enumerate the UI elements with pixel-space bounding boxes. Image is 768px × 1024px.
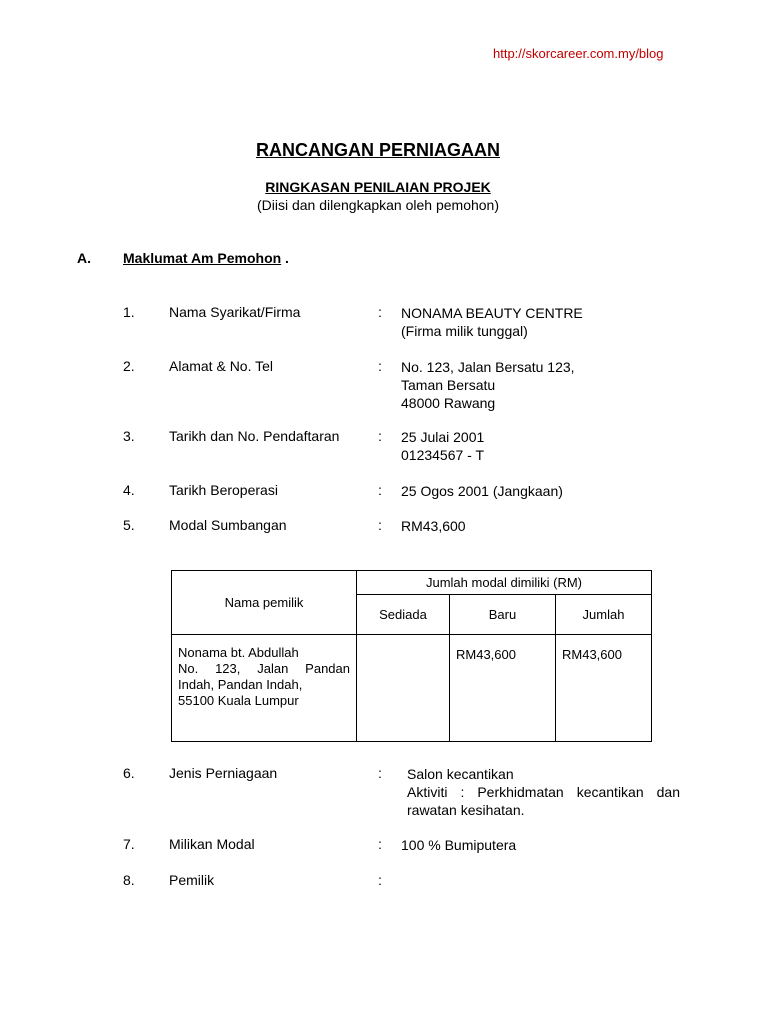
- owner-cell: [172, 635, 357, 742]
- item-6-value-line: Aktiviti : Perkhidmatan kecantikan dan rawatan kesihatan.: [407, 784, 680, 818]
- item-4-value: [401, 482, 563, 500]
- item-6-colon: :: [378, 765, 382, 781]
- item-5-value: [401, 517, 466, 535]
- item-6-label: Jenis Perniagaan: [169, 765, 278, 781]
- item-3-number: 3.: [123, 428, 135, 444]
- owners-table: [171, 570, 652, 742]
- owners-col-baru: Baru: [450, 595, 556, 635]
- item-1-label: Nama Syarikat/Firma: [169, 304, 301, 320]
- owners-table-header-row: [172, 571, 652, 595]
- item-2-value-line: Taman Bersatu: [401, 377, 496, 393]
- owners-col-name: Nama pemilik: [172, 571, 357, 635]
- owner-sediada-cell: [357, 635, 450, 742]
- item-2-label: Alamat & No. Tel: [169, 358, 274, 374]
- item-3-label: Tarikh dan No. Pendaftaran: [169, 428, 340, 444]
- header-url[interactable]: http://skorcareer.com.my/blog: [493, 46, 664, 61]
- owners-col-jumlah: Jumlah: [556, 595, 652, 635]
- item-6-number: 6.: [123, 765, 135, 781]
- section-letter: A.: [77, 250, 91, 266]
- owner-jumlah-cell: RM43,600: [556, 635, 652, 742]
- section-title: [123, 250, 289, 266]
- document-title: RANCANGAN PERNIAGAAN: [255, 140, 500, 160]
- item-1-value-line: (Firma milik tunggal): [401, 323, 528, 339]
- owners-col-group: Jumlah modal dimiliki (RM): [357, 571, 652, 595]
- item-5-colon: :: [378, 517, 382, 533]
- item-8-label: Pemilik: [169, 872, 215, 888]
- item-4-label: Tarikh Beroperasi: [169, 482, 278, 498]
- item-6-value: [407, 765, 680, 819]
- owner-line: Nonama bt. Abdullah: [178, 645, 299, 660]
- item-5-number: 5.: [123, 517, 135, 533]
- item-2-number: 2.: [123, 358, 135, 374]
- item-3-colon: :: [378, 428, 382, 444]
- item-2-colon: :: [378, 358, 382, 374]
- item-4-number: 4.: [123, 482, 135, 498]
- item-3-value-line: 01234567 - T: [401, 447, 485, 463]
- item-8-number: 8.: [123, 872, 135, 888]
- owner-line: No. 123, Jalan Pandan: [178, 661, 350, 676]
- section-title-suffix: .: [281, 250, 289, 266]
- item-1-number: 1.: [123, 304, 135, 320]
- owner-baru-cell: RM43,600: [450, 635, 556, 742]
- item-1-colon: :: [378, 304, 382, 320]
- item-8-colon: :: [378, 872, 382, 888]
- item-2-value-line: No. 123, Jalan Bersatu 123,: [401, 359, 575, 375]
- item-3-value: [401, 428, 484, 464]
- owner-line: 55100 Kuala Lumpur: [178, 693, 299, 708]
- document-note: (Diisi dan dilengkapkan oleh pemohon): [256, 197, 500, 213]
- table-row: [172, 635, 652, 742]
- item-1-value-line: NONAMA BEAUTY CENTRE: [401, 305, 583, 321]
- item-7-number: 7.: [123, 836, 135, 852]
- item-4-value-line: 25 Ogos 2001 (Jangkaan): [401, 483, 563, 499]
- item-7-value: [401, 836, 516, 854]
- document-subtitle: RINGKASAN PENILAIAN PROJEK: [265, 179, 491, 195]
- item-5-value-line: RM43,600: [401, 518, 466, 534]
- owners-col-sediada: Sediada: [357, 595, 450, 635]
- item-3-value-line: 25 Julai 2001: [401, 429, 485, 445]
- item-4-colon: :: [378, 482, 382, 498]
- item-5-label: Modal Sumbangan: [169, 517, 287, 533]
- item-7-label: Milikan Modal: [169, 836, 255, 852]
- item-2-value: [401, 358, 575, 412]
- owner-line: Indah, Pandan Indah,: [178, 677, 303, 692]
- section-title-text: Maklumat Am Pemohon: [123, 250, 282, 266]
- item-1-value: [401, 304, 583, 340]
- item-7-value-line: 100 % Bumiputera: [401, 837, 517, 853]
- item-6-value-line: Salon kecantikan: [407, 766, 514, 782]
- item-2-value-line: 48000 Rawang: [401, 395, 496, 411]
- item-7-colon: :: [378, 836, 382, 852]
